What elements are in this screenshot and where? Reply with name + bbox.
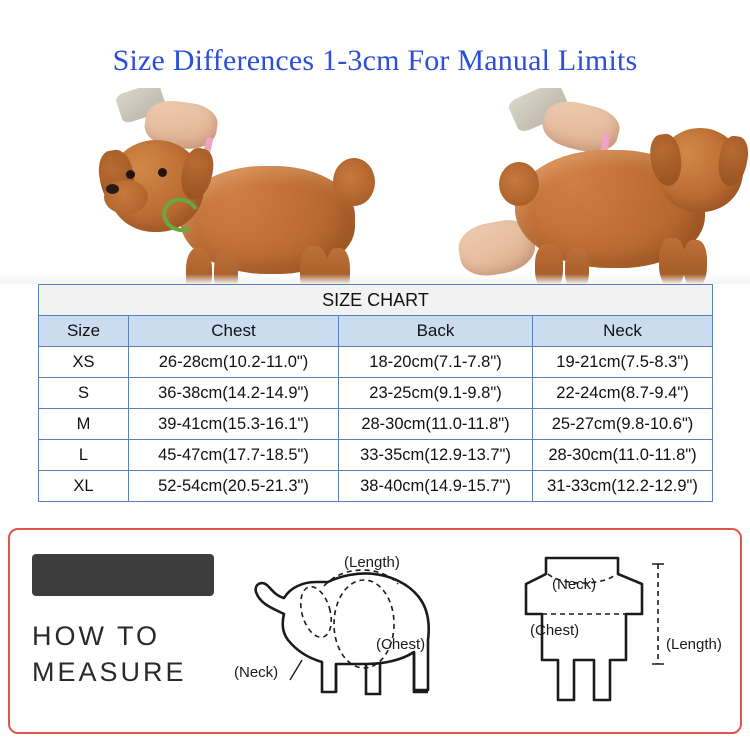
cell-neck: 22-24cm(8.7-9.4") [533,378,713,409]
cell-size: S [39,378,129,409]
how-to-measure-label [32,554,222,691]
photo-row [0,88,750,284]
cell-size: XS [39,347,129,378]
dog-eye-left [126,170,135,179]
cell-chest: 52-54cm(20.5-21.3") [129,471,339,502]
column-header-size: Size [39,316,129,347]
table-row [39,471,713,502]
cell-neck: 31-33cm(12.2-12.9") [533,471,713,502]
cell-size: M [39,409,129,440]
column-header-chest: Chest [129,316,339,347]
table-row [39,409,713,440]
cell-neck: 25-27cm(9.8-10.6") [533,409,713,440]
dog-nose [106,184,119,194]
dog-neck-label: (Neck) [234,664,279,681]
dog-photo-left [0,88,375,284]
size-chart-container [38,284,712,502]
dog-eye-right [158,168,167,177]
dog-tail [333,158,375,206]
how-to-line1: HOW TO [32,621,161,651]
dog-tail [499,162,539,206]
column-header-neck: Neck [533,316,713,347]
coat-measure-diagram [490,540,726,726]
table-row [39,440,713,471]
table-row [39,378,713,409]
dog-length-label: (Length) [344,554,400,571]
photo-shadow [0,274,375,284]
cell-back: 33-35cm(12.9-13.7") [339,440,533,471]
size-chart-header-row [39,316,713,347]
size-chart-table [38,284,713,502]
photo-shadow [375,274,750,284]
how-to-line2: MEASURE [32,657,187,688]
cell-back: 23-25cm(9.1-9.8") [339,378,533,409]
cell-neck: 19-21cm(7.5-8.3") [533,347,713,378]
dog-photo-right [375,88,750,284]
page-title: Size Differences 1-3cm For Manual Limits [112,44,638,77]
cell-chest: 26-28cm(10.2-11.0") [129,347,339,378]
column-header-back: Back [339,316,533,347]
cell-size: L [39,440,129,471]
coat-outline-icon [490,540,726,726]
cell-back: 38-40cm(14.9-15.7") [339,471,533,502]
size-chart-title-row [39,285,713,316]
cell-neck: 28-30cm(11.0-11.8") [533,440,713,471]
size-chart-title: SIZE CHART [39,285,713,316]
cell-chest: 36-38cm(14.2-14.9") [129,378,339,409]
coat-length-label: (Length) [666,636,722,653]
dog-measure-diagram [232,540,478,726]
logo-placeholder-bar [32,554,214,596]
dog-chest-label: (Chest) [376,636,426,653]
coat-neck-label: (Neck) [552,576,597,593]
cell-back: 28-30cm(11.0-11.8") [339,409,533,440]
cell-size: XL [39,471,129,502]
cell-chest: 45-47cm(17.7-18.5") [129,440,339,471]
table-row [39,347,713,378]
how-to-measure-panel [8,528,742,734]
coat-chest-label: (Chest) [530,622,580,639]
cell-back: 18-20cm(7.1-7.8") [339,347,533,378]
cell-chest: 39-41cm(15.3-16.1") [129,409,339,440]
how-to-measure-text [32,618,222,691]
